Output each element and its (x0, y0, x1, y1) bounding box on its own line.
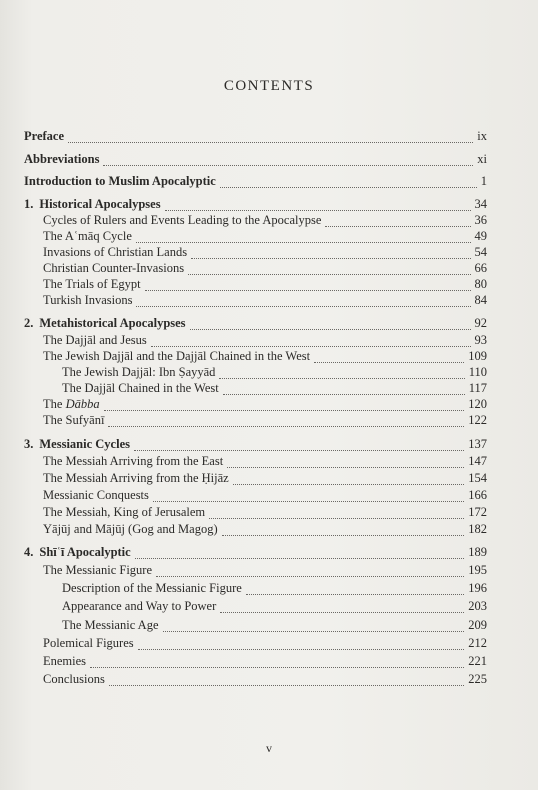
toc-entry-title: The Dābba (43, 397, 100, 411)
toc-entry-title: The Trials of Egypt (43, 277, 141, 291)
chapter-number: 1. (24, 197, 34, 211)
leader-dots (325, 217, 470, 227)
leader-dots (246, 585, 464, 595)
toc-page-number: 110 (468, 365, 487, 379)
toc-page-number: 189 (468, 545, 487, 559)
toc-page-number: 137 (468, 437, 487, 451)
toc-entry (43, 505, 487, 520)
toc-entry (43, 229, 487, 244)
toc-entry-title: Invasions of Christian Lands (43, 245, 188, 259)
toc-entry (43, 277, 487, 292)
toc-page-number: 221 (468, 654, 487, 668)
toc-entry (43, 488, 487, 503)
toc-entry (43, 654, 487, 669)
toc-page-number: 120 (468, 397, 487, 411)
toc-entry (62, 381, 487, 396)
toc-page-number: 49 (474, 229, 487, 243)
toc-page-number: 117 (468, 381, 487, 395)
toc-page-number: 154 (468, 471, 487, 485)
toc-entry-title: Messianic Cycles (39, 437, 130, 451)
leader-dots (153, 492, 464, 502)
toc-entry (24, 316, 487, 331)
leader-dots (190, 320, 471, 330)
chapter-number: 2. (24, 316, 34, 330)
leader-dots (103, 156, 473, 166)
toc-page-number: 34 (474, 197, 487, 211)
toc-page-number: 182 (468, 522, 487, 536)
toc-entry-title: Christian Counter-Invasions (43, 261, 185, 275)
toc-page-number: ix (477, 129, 487, 143)
toc-entry (43, 293, 487, 308)
leader-dots (135, 549, 465, 559)
toc-entry (43, 213, 487, 228)
toc-page-number: 203 (468, 599, 487, 613)
leader-dots (138, 640, 465, 650)
toc-entry-title: The Jewish Dajjāl: Ibn Ṣayyād (62, 365, 216, 379)
toc-entry (24, 197, 487, 212)
toc-page-number: 80 (474, 277, 487, 291)
toc-entry (43, 413, 487, 428)
leader-dots (223, 385, 465, 395)
toc-entry-title: Yājūj and Mājūj (Gog and Magog) (43, 522, 218, 536)
toc-entry (62, 618, 487, 633)
toc-page-number: 1 (480, 174, 487, 188)
leader-dots (163, 622, 465, 632)
page-folio: v (266, 741, 272, 755)
toc-entry-title: The Sufyānī (43, 413, 105, 427)
toc-entry (43, 333, 487, 348)
toc-entry-title: Historical Apocalypses (39, 197, 161, 211)
toc-entry (24, 174, 487, 189)
toc-entry (43, 261, 487, 276)
leader-dots (209, 509, 464, 519)
leader-dots (136, 297, 470, 307)
toc-entry-title: Preface (24, 129, 65, 143)
toc-page-number: 166 (468, 488, 487, 502)
toc-entry (62, 581, 487, 596)
toc-entry (24, 437, 487, 452)
leader-dots (314, 353, 464, 363)
toc-entry (24, 129, 487, 144)
leader-dots (233, 475, 465, 485)
toc-entry-title: Turkish Invasions (43, 293, 133, 307)
toc-page-number: 195 (468, 563, 487, 577)
toc-entry (43, 397, 487, 412)
leader-dots (222, 526, 465, 536)
toc-entry-title: Appearance and Way to Power (62, 599, 217, 613)
leader-dots (136, 233, 471, 243)
toc-entry-title: The Messiah Arriving from the East (43, 454, 224, 468)
leader-dots (108, 417, 464, 427)
chapter-number: 4. (24, 545, 34, 559)
toc-page-number: 36 (474, 213, 487, 227)
leader-dots (165, 201, 471, 211)
toc-entry (43, 245, 487, 260)
toc-entry-title: Shīʿī Apocalyptic (39, 545, 131, 559)
leader-dots (109, 676, 464, 686)
toc-entry-title: Introduction to Muslim Apocalyptic (24, 174, 216, 188)
toc-entry-title: The Dajjāl and Jesus (43, 333, 147, 347)
toc-entry-title: Polemical Figures (43, 636, 134, 650)
toc-entry-title: Cycles of Rulers and Events Leading to the Apocalypse (43, 213, 322, 227)
toc-page-number: 196 (468, 581, 487, 595)
toc-entry-title: Messianic Conquests (43, 488, 149, 502)
toc-entry (43, 672, 487, 687)
toc-entry (24, 152, 487, 167)
leader-dots (220, 178, 477, 188)
toc-page-number: 66 (474, 261, 487, 275)
leader-dots (219, 369, 464, 379)
toc-entry (62, 365, 487, 380)
toc-page-number: 122 (468, 413, 487, 427)
leader-dots (156, 567, 464, 577)
chapter-number: 3. (24, 437, 34, 451)
toc-entry (43, 471, 487, 486)
toc-page-number: 225 (468, 672, 487, 686)
toc-entry (62, 599, 487, 614)
toc-entry-title: Conclusions (43, 672, 105, 686)
toc-page-number: 109 (468, 349, 487, 363)
toc-entry (43, 636, 487, 651)
leader-dots (145, 281, 471, 291)
toc-page-number: 147 (468, 454, 487, 468)
toc-page-number: xi (477, 152, 487, 166)
toc-entry (43, 349, 487, 364)
toc-entry (43, 454, 487, 469)
toc-entry-title: The Messiah Arriving from the Ḥijāz (43, 471, 229, 485)
toc-entry-title: The Messianic Age (62, 618, 159, 632)
leader-dots (227, 458, 464, 468)
leader-dots (188, 265, 470, 275)
toc-entry-title: Description of the Messianic Figure (62, 581, 242, 595)
leader-dots (104, 401, 465, 411)
contents-heading: CONTENTS (223, 78, 315, 94)
toc-entry (43, 522, 487, 537)
leader-dots (191, 249, 470, 259)
toc-entry-title: The Jewish Dajjāl and the Dajjāl Chained in the West (43, 349, 311, 363)
toc-entry-title: The Messiah, King of Jerusalem (43, 505, 206, 519)
leader-dots (68, 133, 473, 143)
toc-entry-title: The Messianic Figure (43, 563, 153, 577)
toc-entry-title: Enemies (43, 654, 87, 668)
toc-page-number: 172 (468, 505, 487, 519)
toc-page-number: 93 (474, 333, 487, 347)
toc-page-number: 209 (468, 618, 487, 632)
toc-page-number: 212 (468, 636, 487, 650)
toc-entry-title: Abbreviations (24, 152, 100, 166)
toc-page-number: 84 (474, 293, 487, 307)
leader-dots (151, 337, 471, 347)
toc-page-number: 92 (474, 316, 487, 330)
toc-entry (24, 545, 487, 560)
leader-dots (90, 658, 464, 668)
toc-entry-title: Metahistorical Apocalypses (39, 316, 186, 330)
leader-dots (220, 603, 464, 613)
leader-dots (134, 441, 464, 451)
toc-page-number: 54 (474, 245, 487, 259)
toc-entry-title: The Aʿmāq Cycle (43, 229, 132, 243)
toc-entry (43, 563, 487, 578)
toc-entry-title: The Dajjāl Chained in the West (62, 381, 219, 395)
